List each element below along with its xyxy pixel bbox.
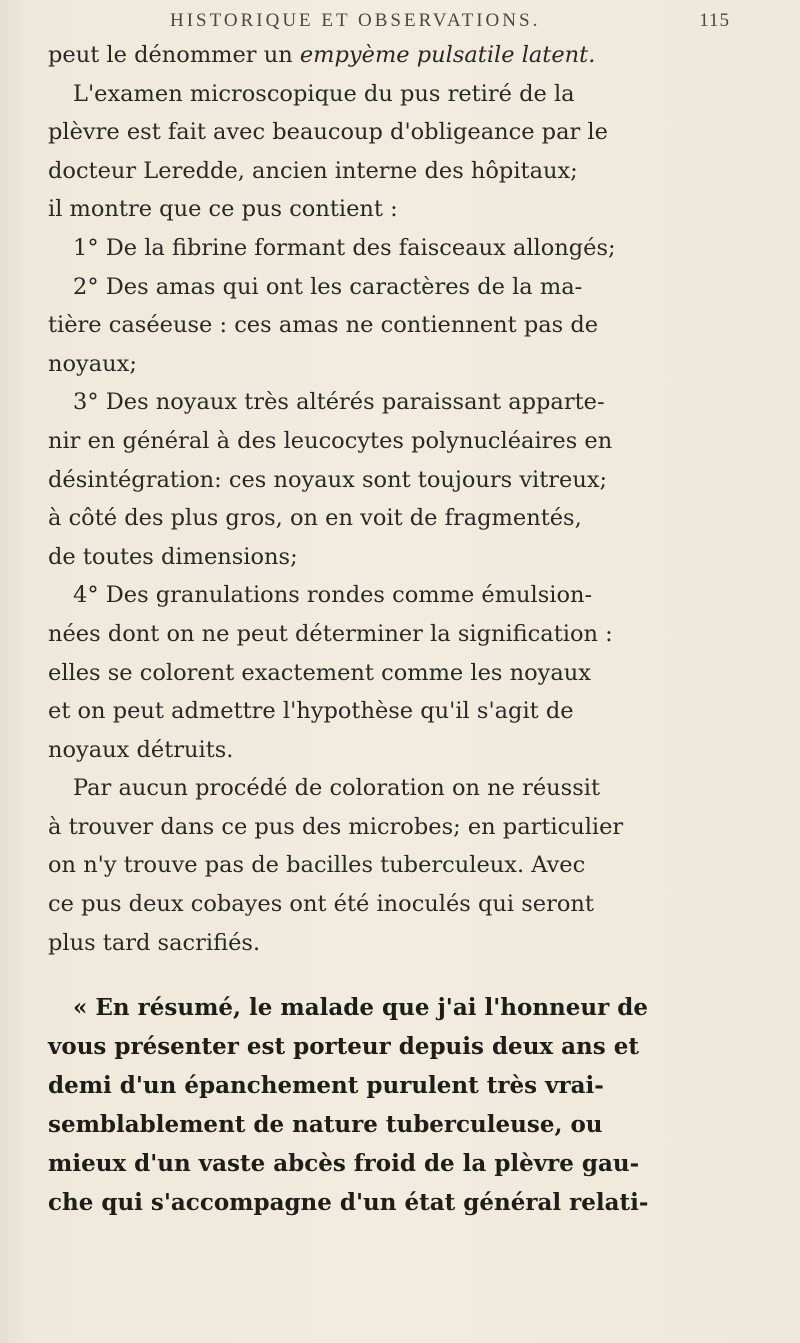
text-line: 3° Des noyaux très altérés paraissant apparte- <box>73 389 605 416</box>
text-line: mieux d'un vaste abcès froid de la plèvre gau- <box>48 1150 640 1178</box>
text-line: noyaux; <box>48 350 137 377</box>
text-line: tière caséeuse : ces amas ne contiennent pas de <box>48 312 599 339</box>
text-line: à trouver dans ce pus des microbes; en particulier <box>48 813 624 840</box>
text-line: Par aucun procédé de coloration on ne réussit <box>73 775 600 802</box>
text-line: 2° Des amas qui ont les caractères de la ma- <box>73 273 583 300</box>
text-line: désintégration: ces noyaux sont toujours vitreux; <box>48 466 608 493</box>
paragraph-intro <box>48 36 748 229</box>
text-line: semblablement de nature tuberculeuse, ou <box>48 1111 603 1139</box>
paragraph-findings <box>48 769 748 962</box>
text-line: L'examen microscopique du pus retiré de la <box>73 80 575 107</box>
text-line: il montre que ce pus contient : <box>48 196 398 223</box>
text-line: nir en général à des leucocytes polynucléaires en <box>48 427 613 454</box>
text-line: et on peut admettre l'hypothèse qu'il s'agit de <box>48 698 574 725</box>
text-line: docteur Leredde, ancien interne des hôpitaux; <box>48 157 578 184</box>
text-line: elles se colorent exactement comme les noyaux <box>48 659 591 686</box>
paragraph-item-4 <box>48 576 748 769</box>
paragraph-item-3 <box>48 383 748 576</box>
page-number: 115 <box>699 10 730 31</box>
text-line <box>48 36 748 75</box>
paragraph-item-1 <box>48 229 748 268</box>
paragraph-summary-quote <box>48 988 748 1222</box>
text-line: plus tard sacrifiés. <box>48 929 261 956</box>
text-line: plèvre est fait avec beaucoup d'obligeance par le <box>48 119 608 146</box>
text-line: nées dont on ne peut déterminer la signification : <box>48 620 613 647</box>
text-line: on n'y trouve pas de bacilles tuberculeux. Avec <box>48 852 586 879</box>
text-line: vous présenter est porteur depuis deux ans et <box>48 1033 639 1061</box>
text-line: che qui s'accompagne d'un état général relati- <box>48 1189 649 1217</box>
body-text <box>48 36 748 1222</box>
text-line: ce pus deux cobayes ont été inoculés qui seront <box>48 891 594 918</box>
text-run: peut le dénommer un <box>48 42 300 68</box>
running-header <box>170 10 730 32</box>
text-line: à côté des plus gros, on en voit de fragmentés, <box>48 505 582 532</box>
text-line: de toutes dimensions; <box>48 543 298 570</box>
paragraph-item-2 <box>48 268 748 384</box>
text-line: demi d'un épanchement purulent très vrai- <box>48 1072 604 1100</box>
paragraph-spacer <box>48 962 748 988</box>
italic-term: empyème pulsatile latent. <box>299 42 596 68</box>
text-line: « En résumé, le malade que j'ai l'honneur de <box>73 994 648 1022</box>
text-line: 1° De la fibrine formant des faisceaux allongés; <box>73 234 616 261</box>
text-line: noyaux détruits. <box>48 736 234 763</box>
running-title: HISTORIQUE ET OBSERVATIONS. <box>170 10 541 31</box>
text-line: 4° Des granulations rondes comme émulsion- <box>73 582 593 609</box>
